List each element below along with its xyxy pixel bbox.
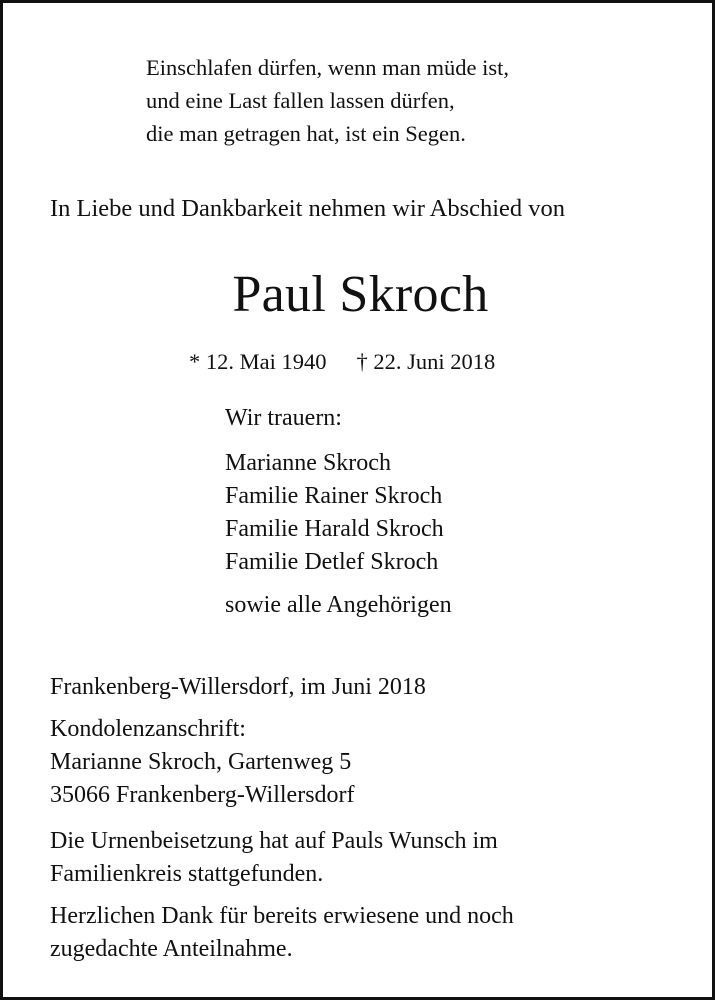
- place-date: Frankenberg-Willersdorf, im Juni 2018: [50, 674, 426, 700]
- birth-date: * 12. Mai 1940: [189, 349, 327, 374]
- mourner-name: Familie Detlef Skroch: [225, 549, 439, 575]
- life-dates: [189, 346, 495, 378]
- thanks-note-line-2: zugedachte Anteilnahme.: [50, 936, 293, 962]
- poem-line-3: die man getragen hat, ist ein Segen.: [146, 121, 466, 146]
- address-label: Kondolenzanschrift:: [50, 716, 246, 742]
- burial-note-line-2: Familienkreis stattgefunden.: [50, 861, 324, 887]
- intro-text: In Liebe und Dankbarkeit nehmen wir Abschied von: [50, 195, 566, 222]
- death-date: † 22. Juni 2018: [356, 349, 496, 374]
- mourner-name: Familie Harald Skroch: [225, 516, 444, 542]
- poem-line-2: und eine Last fallen lassen dürfen,: [146, 88, 455, 113]
- burial-note-line-1: Die Urnenbeisetzung hat auf Pauls Wunsch im: [50, 828, 498, 854]
- address-line-1: Marianne Skroch, Gartenweg 5: [50, 749, 352, 775]
- mourners-closing: sowie alle Angehörigen: [225, 592, 452, 618]
- thanks-note-line-1: Herzlichen Dank für bereits erwiesene und noch: [50, 903, 514, 929]
- address-line-2: 35066 Frankenberg-Willersdorf: [50, 782, 355, 808]
- deceased-name: Paul Skroch: [232, 266, 489, 323]
- mourner-name: Marianne Skroch: [225, 450, 391, 476]
- mourners-heading: Wir trauern:: [225, 405, 342, 431]
- poem-line-1: Einschlafen dürfen, wenn man müde ist,: [146, 55, 510, 80]
- mourner-name: Familie Rainer Skroch: [225, 483, 443, 509]
